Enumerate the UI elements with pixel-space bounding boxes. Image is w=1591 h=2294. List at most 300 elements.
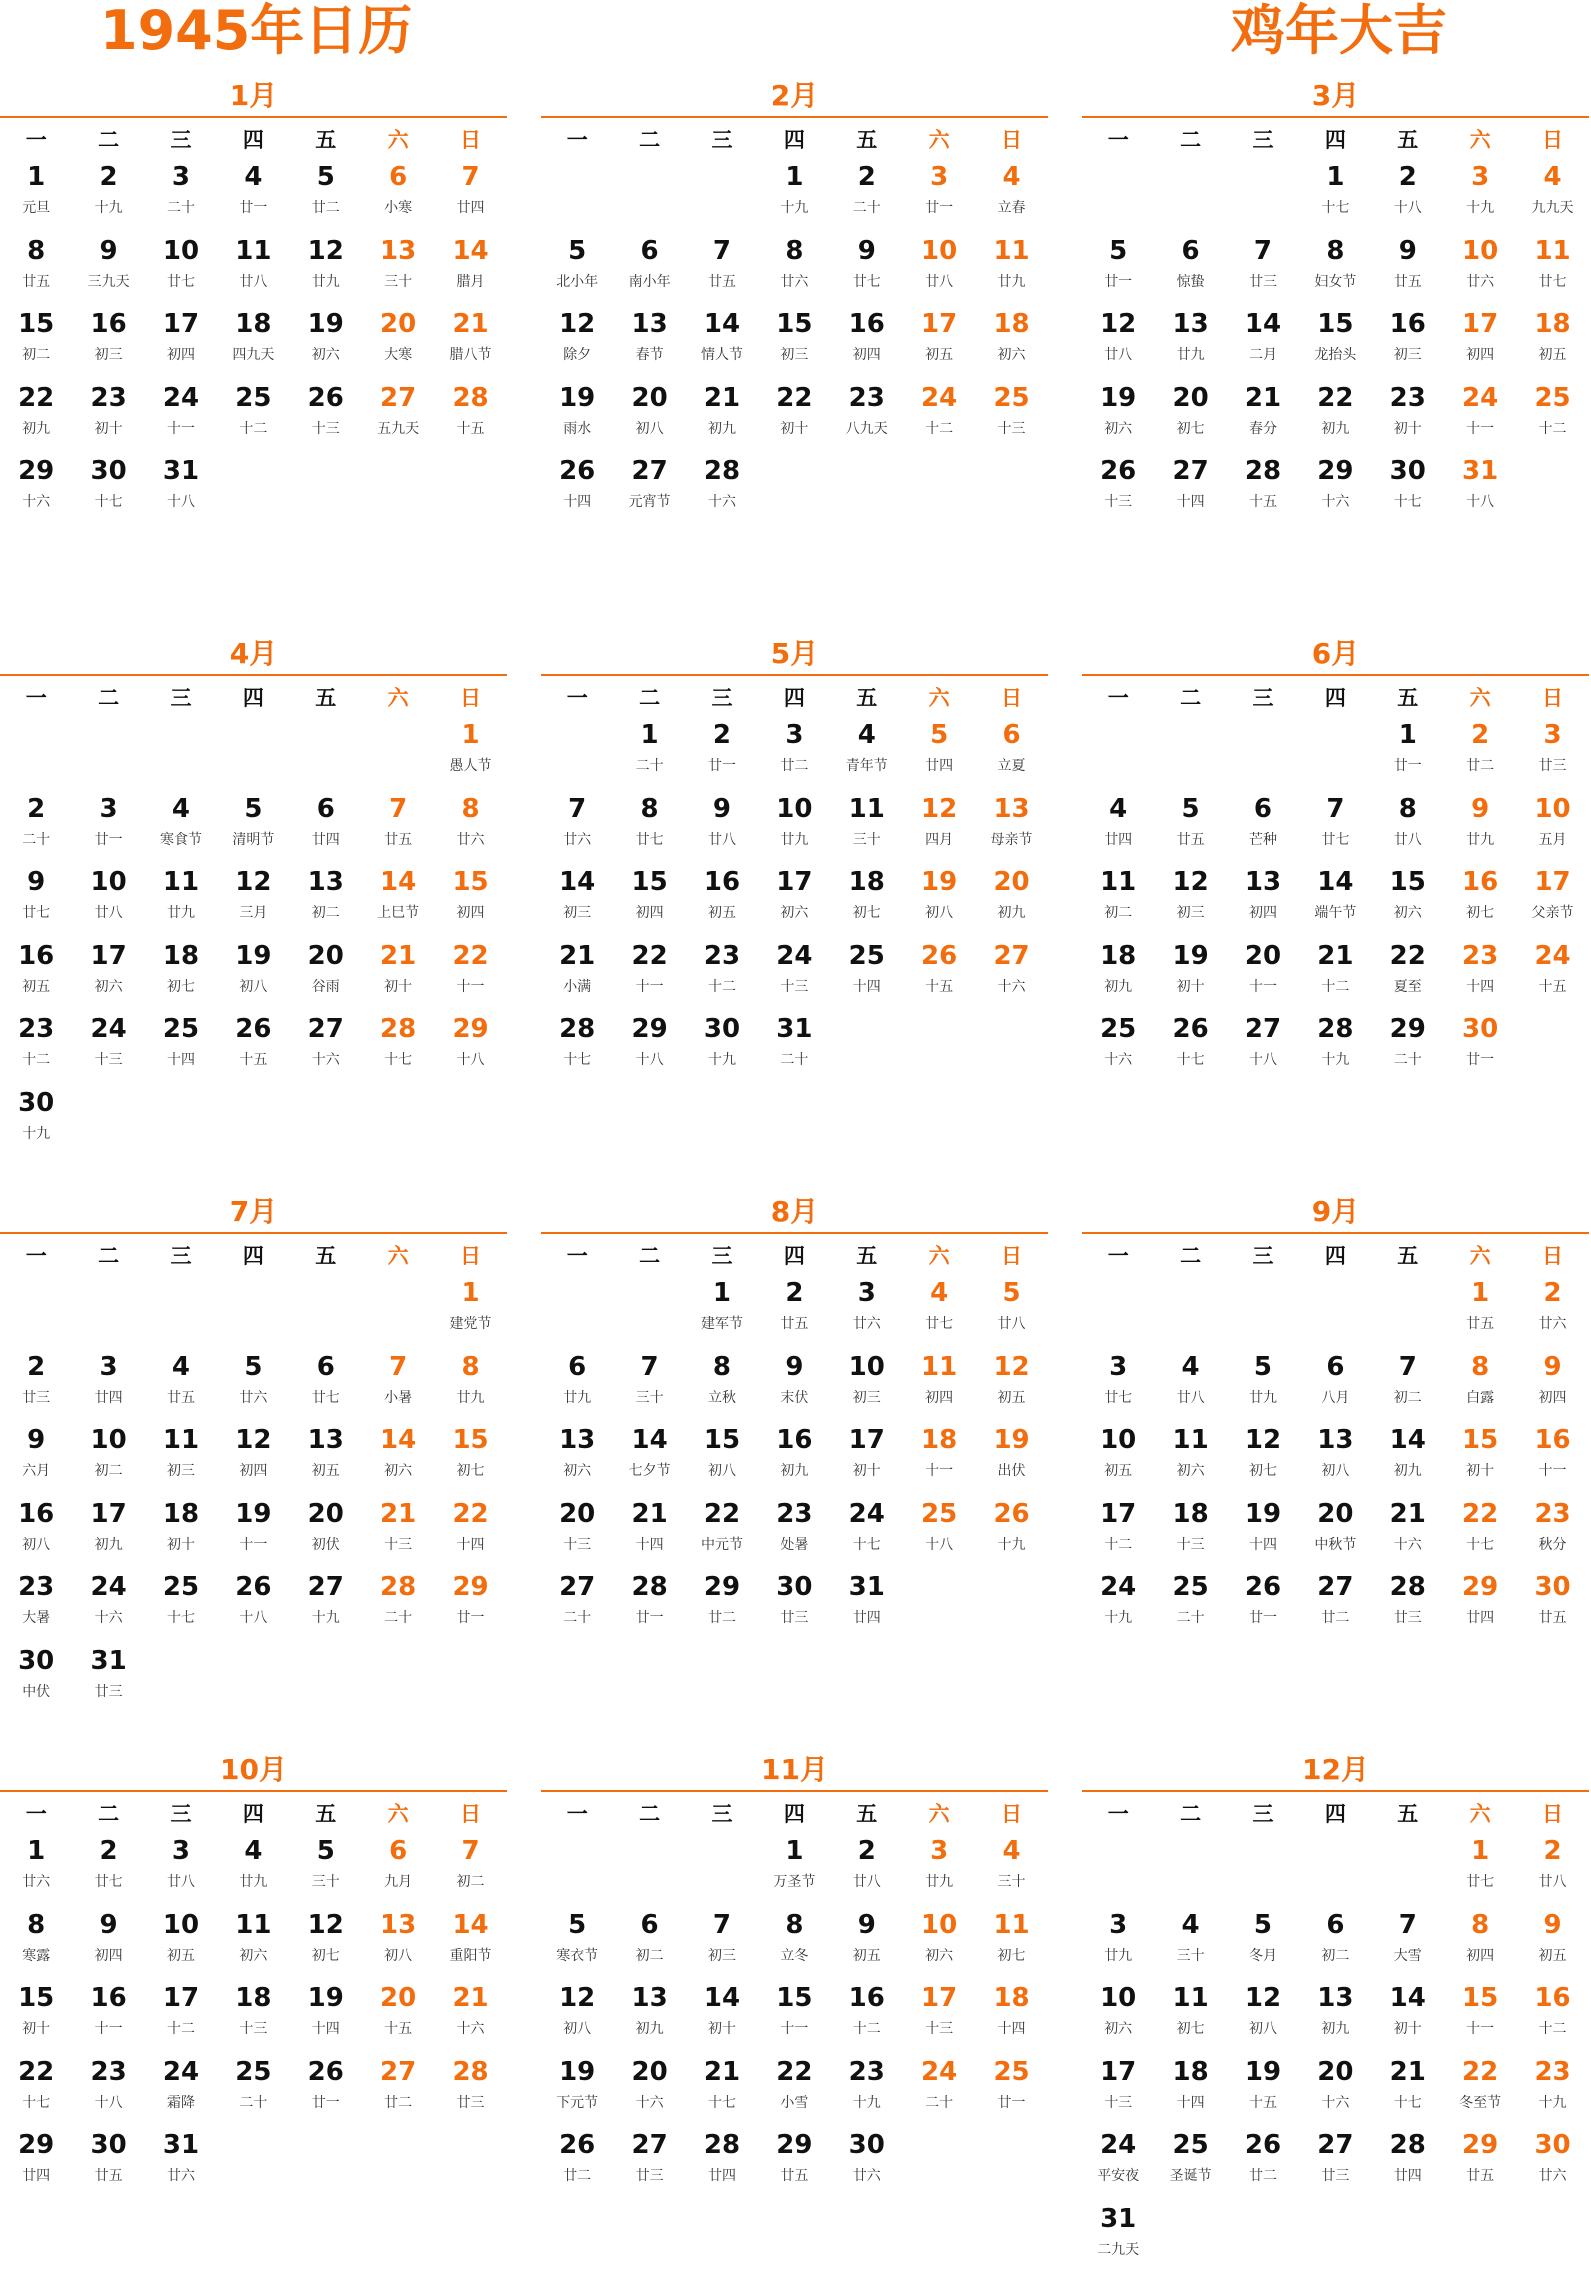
day-cell[interactable]: [434, 712, 506, 786]
day-cell[interactable]: [1154, 2049, 1226, 2123]
day-cell[interactable]: [758, 1270, 830, 1344]
day-cell[interactable]: [290, 859, 362, 933]
day-cell[interactable]: [362, 154, 434, 228]
day-cell[interactable]: [831, 1828, 903, 1902]
day-cell[interactable]: [362, 2049, 434, 2123]
day-cell[interactable]: [1516, 786, 1588, 860]
day-cell[interactable]: [217, 1491, 289, 1565]
day-cell[interactable]: [290, 786, 362, 860]
day-cell[interactable]: [1444, 228, 1516, 302]
day-cell[interactable]: [1154, 1975, 1226, 2049]
day-cell[interactable]: [831, 933, 903, 1007]
day-cell[interactable]: [1444, 1902, 1516, 1976]
day-cell[interactable]: [1516, 301, 1588, 375]
day-cell[interactable]: [975, 1828, 1047, 1902]
day-cell[interactable]: [1516, 859, 1588, 933]
day-cell[interactable]: [758, 1828, 830, 1902]
day-cell[interactable]: [1227, 2122, 1299, 2196]
day-cell[interactable]: [1516, 228, 1588, 302]
day-cell[interactable]: [72, 1828, 144, 1902]
day-cell[interactable]: [434, 1564, 506, 1638]
day-cell[interactable]: [903, 1902, 975, 1976]
day-cell[interactable]: [1299, 154, 1371, 228]
day-cell[interactable]: [434, 1902, 506, 1976]
day-cell[interactable]: [831, 786, 903, 860]
day-cell[interactable]: [1299, 1344, 1371, 1418]
day-cell[interactable]: [217, 154, 289, 228]
day-cell[interactable]: [0, 1417, 72, 1491]
day-cell[interactable]: [686, 1006, 758, 1080]
day-cell[interactable]: [72, 301, 144, 375]
day-cell[interactable]: [1516, 1564, 1588, 1638]
day-cell[interactable]: [72, 1564, 144, 1638]
day-cell[interactable]: [434, 1828, 506, 1902]
day-cell[interactable]: [362, 228, 434, 302]
day-cell[interactable]: [686, 2122, 758, 2196]
day-cell[interactable]: [290, 154, 362, 228]
day-cell[interactable]: [1444, 1417, 1516, 1491]
day-cell[interactable]: [1372, 2122, 1444, 2196]
day-cell[interactable]: [831, 859, 903, 933]
day-cell[interactable]: [1227, 1902, 1299, 1976]
day-cell[interactable]: [1154, 1417, 1226, 1491]
day-cell[interactable]: [975, 375, 1047, 449]
day-cell[interactable]: [72, 1491, 144, 1565]
day-cell[interactable]: [145, 859, 217, 933]
day-cell[interactable]: [903, 301, 975, 375]
day-cell[interactable]: [290, 933, 362, 1007]
day-cell[interactable]: [1154, 1491, 1226, 1565]
day-cell[interactable]: [613, 448, 685, 522]
day-cell[interactable]: [1372, 1564, 1444, 1638]
day-cell[interactable]: [758, 1491, 830, 1565]
day-cell[interactable]: [434, 1417, 506, 1491]
day-cell[interactable]: [0, 2122, 72, 2196]
day-cell[interactable]: [1372, 301, 1444, 375]
day-cell[interactable]: [0, 1638, 72, 1712]
day-cell[interactable]: [613, 786, 685, 860]
day-cell[interactable]: [145, 933, 217, 1007]
day-cell[interactable]: [975, 1344, 1047, 1418]
day-cell[interactable]: [1154, 859, 1226, 933]
day-cell[interactable]: [903, 859, 975, 933]
day-cell[interactable]: [1082, 1344, 1154, 1418]
day-cell[interactable]: [290, 228, 362, 302]
day-cell[interactable]: [903, 933, 975, 1007]
day-cell[interactable]: [1516, 933, 1588, 1007]
day-cell[interactable]: [758, 2049, 830, 2123]
day-cell[interactable]: [145, 1344, 217, 1418]
day-cell[interactable]: [290, 301, 362, 375]
day-cell[interactable]: [903, 712, 975, 786]
day-cell[interactable]: [217, 228, 289, 302]
day-cell[interactable]: [1372, 933, 1444, 1007]
day-cell[interactable]: [434, 228, 506, 302]
day-cell[interactable]: [1154, 933, 1226, 1007]
day-cell[interactable]: [903, 228, 975, 302]
day-cell[interactable]: [1082, 301, 1154, 375]
day-cell[interactable]: [686, 1975, 758, 2049]
day-cell[interactable]: [1444, 448, 1516, 522]
day-cell[interactable]: [1516, 154, 1588, 228]
day-cell[interactable]: [686, 301, 758, 375]
day-cell[interactable]: [903, 786, 975, 860]
day-cell[interactable]: [145, 301, 217, 375]
day-cell[interactable]: [0, 228, 72, 302]
day-cell[interactable]: [613, 1344, 685, 1418]
day-cell[interactable]: [1154, 448, 1226, 522]
day-cell[interactable]: [362, 1902, 434, 1976]
day-cell[interactable]: [541, 933, 613, 1007]
day-cell[interactable]: [1154, 375, 1226, 449]
day-cell[interactable]: [1372, 1344, 1444, 1418]
day-cell[interactable]: [1082, 1006, 1154, 1080]
day-cell[interactable]: [975, 1491, 1047, 1565]
day-cell[interactable]: [975, 712, 1047, 786]
day-cell[interactable]: [1372, 1975, 1444, 2049]
day-cell[interactable]: [290, 1417, 362, 1491]
day-cell[interactable]: [362, 1975, 434, 2049]
day-cell[interactable]: [686, 1270, 758, 1344]
day-cell[interactable]: [217, 1006, 289, 1080]
day-cell[interactable]: [686, 2049, 758, 2123]
day-cell[interactable]: [903, 1344, 975, 1418]
day-cell[interactable]: [1516, 1975, 1588, 2049]
day-cell[interactable]: [290, 1564, 362, 1638]
day-cell[interactable]: [1444, 1564, 1516, 1638]
day-cell[interactable]: [1516, 1902, 1588, 1976]
day-cell[interactable]: [613, 2049, 685, 2123]
day-cell[interactable]: [831, 1564, 903, 1638]
day-cell[interactable]: [362, 1828, 434, 1902]
day-cell[interactable]: [0, 1080, 72, 1154]
day-cell[interactable]: [1516, 1344, 1588, 1418]
day-cell[interactable]: [1082, 1417, 1154, 1491]
day-cell[interactable]: [1082, 2196, 1154, 2270]
day-cell[interactable]: [1372, 448, 1444, 522]
day-cell[interactable]: [686, 375, 758, 449]
day-cell[interactable]: [217, 859, 289, 933]
day-cell[interactable]: [290, 1491, 362, 1565]
day-cell[interactable]: [1372, 712, 1444, 786]
day-cell[interactable]: [434, 1270, 506, 1344]
day-cell[interactable]: [1227, 375, 1299, 449]
day-cell[interactable]: [1444, 933, 1516, 1007]
day-cell[interactable]: [1299, 1491, 1371, 1565]
day-cell[interactable]: [0, 154, 72, 228]
day-cell[interactable]: [290, 1975, 362, 2049]
day-cell[interactable]: [613, 1564, 685, 1638]
day-cell[interactable]: [1082, 2122, 1154, 2196]
day-cell[interactable]: [362, 1417, 434, 1491]
day-cell[interactable]: [903, 1491, 975, 1565]
day-cell[interactable]: [72, 154, 144, 228]
day-cell[interactable]: [0, 1902, 72, 1976]
day-cell[interactable]: [145, 1975, 217, 2049]
day-cell[interactable]: [145, 1491, 217, 1565]
day-cell[interactable]: [1372, 1491, 1444, 1565]
day-cell[interactable]: [290, 375, 362, 449]
day-cell[interactable]: [72, 1638, 144, 1712]
day-cell[interactable]: [903, 2049, 975, 2123]
day-cell[interactable]: [613, 375, 685, 449]
day-cell[interactable]: [0, 1975, 72, 2049]
day-cell[interactable]: [831, 1270, 903, 1344]
day-cell[interactable]: [1082, 375, 1154, 449]
day-cell[interactable]: [975, 786, 1047, 860]
day-cell[interactable]: [1444, 375, 1516, 449]
day-cell[interactable]: [1154, 301, 1226, 375]
day-cell[interactable]: [434, 859, 506, 933]
day-cell[interactable]: [541, 1417, 613, 1491]
day-cell[interactable]: [1299, 1564, 1371, 1638]
day-cell[interactable]: [758, 1564, 830, 1638]
day-cell[interactable]: [1299, 375, 1371, 449]
day-cell[interactable]: [0, 786, 72, 860]
day-cell[interactable]: [613, 712, 685, 786]
day-cell[interactable]: [975, 1417, 1047, 1491]
day-cell[interactable]: [1227, 448, 1299, 522]
day-cell[interactable]: [613, 1417, 685, 1491]
day-cell[interactable]: [831, 1975, 903, 2049]
day-cell[interactable]: [217, 375, 289, 449]
day-cell[interactable]: [831, 1344, 903, 1418]
day-cell[interactable]: [1299, 1006, 1371, 1080]
day-cell[interactable]: [1444, 786, 1516, 860]
day-cell[interactable]: [1154, 1344, 1226, 1418]
day-cell[interactable]: [1082, 933, 1154, 1007]
day-cell[interactable]: [686, 228, 758, 302]
day-cell[interactable]: [758, 1902, 830, 1976]
day-cell[interactable]: [541, 1902, 613, 1976]
day-cell[interactable]: [831, 712, 903, 786]
day-cell[interactable]: [72, 859, 144, 933]
day-cell[interactable]: [145, 375, 217, 449]
day-cell[interactable]: [686, 1417, 758, 1491]
day-cell[interactable]: [1444, 301, 1516, 375]
day-cell[interactable]: [145, 2122, 217, 2196]
day-cell[interactable]: [434, 1491, 506, 1565]
day-cell[interactable]: [1299, 1975, 1371, 2049]
day-cell[interactable]: [613, 1975, 685, 2049]
day-cell[interactable]: [1444, 1491, 1516, 1565]
day-cell[interactable]: [758, 375, 830, 449]
day-cell[interactable]: [217, 786, 289, 860]
day-cell[interactable]: [72, 1344, 144, 1418]
day-cell[interactable]: [1299, 859, 1371, 933]
day-cell[interactable]: [758, 859, 830, 933]
day-cell[interactable]: [145, 1828, 217, 1902]
day-cell[interactable]: [1444, 1828, 1516, 1902]
day-cell[interactable]: [758, 712, 830, 786]
day-cell[interactable]: [1299, 301, 1371, 375]
day-cell[interactable]: [903, 375, 975, 449]
day-cell[interactable]: [434, 1975, 506, 2049]
day-cell[interactable]: [1372, 1902, 1444, 1976]
day-cell[interactable]: [1082, 859, 1154, 933]
day-cell[interactable]: [1227, 1491, 1299, 1565]
day-cell[interactable]: [758, 154, 830, 228]
day-cell[interactable]: [1154, 1564, 1226, 1638]
day-cell[interactable]: [434, 786, 506, 860]
day-cell[interactable]: [541, 228, 613, 302]
day-cell[interactable]: [686, 712, 758, 786]
day-cell[interactable]: [541, 2122, 613, 2196]
day-cell[interactable]: [72, 1902, 144, 1976]
day-cell[interactable]: [613, 228, 685, 302]
day-cell[interactable]: [1299, 228, 1371, 302]
day-cell[interactable]: [541, 786, 613, 860]
day-cell[interactable]: [686, 1564, 758, 1638]
day-cell[interactable]: [831, 2122, 903, 2196]
day-cell[interactable]: [1372, 859, 1444, 933]
day-cell[interactable]: [1444, 154, 1516, 228]
day-cell[interactable]: [613, 859, 685, 933]
day-cell[interactable]: [1082, 1902, 1154, 1976]
day-cell[interactable]: [434, 154, 506, 228]
day-cell[interactable]: [903, 1270, 975, 1344]
day-cell[interactable]: [1227, 933, 1299, 1007]
day-cell[interactable]: [0, 1564, 72, 1638]
day-cell[interactable]: [434, 375, 506, 449]
day-cell[interactable]: [975, 301, 1047, 375]
day-cell[interactable]: [903, 1417, 975, 1491]
day-cell[interactable]: [434, 2049, 506, 2123]
day-cell[interactable]: [72, 2122, 144, 2196]
day-cell[interactable]: [686, 786, 758, 860]
day-cell[interactable]: [541, 1975, 613, 2049]
day-cell[interactable]: [362, 301, 434, 375]
day-cell[interactable]: [686, 859, 758, 933]
day-cell[interactable]: [1299, 2122, 1371, 2196]
day-cell[interactable]: [541, 1491, 613, 1565]
day-cell[interactable]: [1372, 2049, 1444, 2123]
day-cell[interactable]: [758, 933, 830, 1007]
day-cell[interactable]: [903, 1828, 975, 1902]
day-cell[interactable]: [362, 859, 434, 933]
day-cell[interactable]: [1082, 448, 1154, 522]
day-cell[interactable]: [1516, 1270, 1588, 1344]
day-cell[interactable]: [613, 1006, 685, 1080]
day-cell[interactable]: [290, 1902, 362, 1976]
day-cell[interactable]: [145, 228, 217, 302]
day-cell[interactable]: [1372, 375, 1444, 449]
day-cell[interactable]: [1444, 859, 1516, 933]
day-cell[interactable]: [613, 2122, 685, 2196]
day-cell[interactable]: [434, 301, 506, 375]
day-cell[interactable]: [613, 1902, 685, 1976]
day-cell[interactable]: [362, 1344, 434, 1418]
day-cell[interactable]: [1516, 712, 1588, 786]
day-cell[interactable]: [72, 933, 144, 1007]
day-cell[interactable]: [72, 2049, 144, 2123]
day-cell[interactable]: [0, 448, 72, 522]
day-cell[interactable]: [541, 301, 613, 375]
day-cell[interactable]: [1082, 1975, 1154, 2049]
day-cell[interactable]: [1082, 1491, 1154, 1565]
day-cell[interactable]: [72, 228, 144, 302]
day-cell[interactable]: [1372, 228, 1444, 302]
day-cell[interactable]: [975, 228, 1047, 302]
day-cell[interactable]: [1227, 1975, 1299, 2049]
day-cell[interactable]: [975, 2049, 1047, 2123]
day-cell[interactable]: [1444, 1344, 1516, 1418]
day-cell[interactable]: [541, 375, 613, 449]
day-cell[interactable]: [72, 1417, 144, 1491]
day-cell[interactable]: [975, 1270, 1047, 1344]
day-cell[interactable]: [362, 1564, 434, 1638]
day-cell[interactable]: [1227, 1417, 1299, 1491]
day-cell[interactable]: [217, 1902, 289, 1976]
day-cell[interactable]: [541, 448, 613, 522]
day-cell[interactable]: [1082, 1564, 1154, 1638]
day-cell[interactable]: [758, 786, 830, 860]
day-cell[interactable]: [217, 301, 289, 375]
day-cell[interactable]: [831, 1902, 903, 1976]
day-cell[interactable]: [145, 448, 217, 522]
day-cell[interactable]: [831, 1491, 903, 1565]
day-cell[interactable]: [613, 301, 685, 375]
day-cell[interactable]: [217, 1975, 289, 2049]
day-cell[interactable]: [613, 933, 685, 1007]
day-cell[interactable]: [975, 859, 1047, 933]
day-cell[interactable]: [1227, 786, 1299, 860]
day-cell[interactable]: [1154, 1006, 1226, 1080]
day-cell[interactable]: [72, 1006, 144, 1080]
day-cell[interactable]: [975, 933, 1047, 1007]
day-cell[interactable]: [145, 1417, 217, 1491]
day-cell[interactable]: [0, 301, 72, 375]
day-cell[interactable]: [686, 1491, 758, 1565]
day-cell[interactable]: [72, 1975, 144, 2049]
day-cell[interactable]: [1516, 1417, 1588, 1491]
day-cell[interactable]: [758, 301, 830, 375]
day-cell[interactable]: [1444, 1270, 1516, 1344]
day-cell[interactable]: [145, 2049, 217, 2123]
day-cell[interactable]: [831, 375, 903, 449]
day-cell[interactable]: [975, 1975, 1047, 2049]
day-cell[interactable]: [831, 228, 903, 302]
day-cell[interactable]: [290, 1006, 362, 1080]
day-cell[interactable]: [434, 933, 506, 1007]
day-cell[interactable]: [217, 2049, 289, 2123]
day-cell[interactable]: [1299, 786, 1371, 860]
day-cell[interactable]: [758, 2122, 830, 2196]
day-cell[interactable]: [1299, 933, 1371, 1007]
day-cell[interactable]: [1299, 448, 1371, 522]
day-cell[interactable]: [686, 448, 758, 522]
day-cell[interactable]: [0, 859, 72, 933]
day-cell[interactable]: [0, 1344, 72, 1418]
day-cell[interactable]: [1082, 2049, 1154, 2123]
day-cell[interactable]: [362, 1491, 434, 1565]
day-cell[interactable]: [1444, 712, 1516, 786]
day-cell[interactable]: [831, 1417, 903, 1491]
day-cell[interactable]: [434, 1006, 506, 1080]
day-cell[interactable]: [0, 1491, 72, 1565]
day-cell[interactable]: [362, 375, 434, 449]
day-cell[interactable]: [1227, 2049, 1299, 2123]
day-cell[interactable]: [145, 1564, 217, 1638]
day-cell[interactable]: [0, 1828, 72, 1902]
day-cell[interactable]: [758, 1006, 830, 1080]
day-cell[interactable]: [217, 1417, 289, 1491]
day-cell[interactable]: [903, 154, 975, 228]
day-cell[interactable]: [1082, 228, 1154, 302]
day-cell[interactable]: [1516, 375, 1588, 449]
day-cell[interactable]: [758, 1344, 830, 1418]
day-cell[interactable]: [975, 1902, 1047, 1976]
